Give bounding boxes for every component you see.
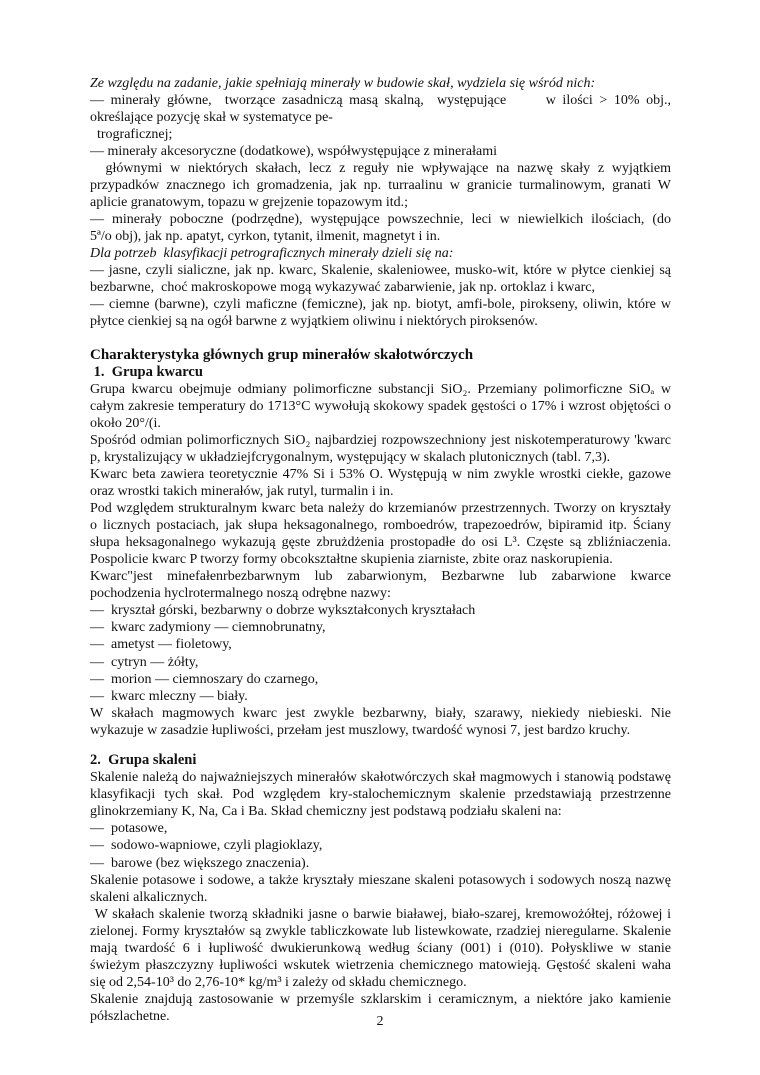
list-item: — ametyst — fioletowy, <box>90 637 232 653</box>
paragraph <box>90 872 671 906</box>
subsection-heading: 1. Grupa kwarcu <box>90 364 203 380</box>
text-line: W skałach skalenie tworzą składniki jasne o barwie białawej, biało-szarej, kremowożółtej, różowej i <box>90 906 671 922</box>
paragraph <box>90 143 671 160</box>
text-line: zielonej. Formy kryształów są zwykle tabliczkowate lub listewkowate, rzadziej nieregularne. Skalenie <box>90 923 671 939</box>
subsection-heading: 2. Grupa skaleni <box>90 752 197 769</box>
text-line: W skałach magmowych kwarc jest zwykle bezbarwny, biały, szarawy, niekiedy niebieski. Nie <box>90 706 671 722</box>
text-line: Spośród odmian polimorficznych SiO₂ najbardziej rozpowszechniony jest niskotemperaturowy 'kwarc <box>90 433 671 448</box>
text-line: głównymi w niektórych skałach, lecz z reguły nie wpływające na nazwę skały z wyjątkiem <box>90 161 671 176</box>
document-body <box>90 75 671 1025</box>
text-line: całym zakresie temperatury do 1713°C wywołują skokowy spadek gęstości o 17% i wzrost objętości o <box>90 399 671 414</box>
text-line: Dla potrzeb klasyfikacji petrograficznych minerały dzieli się na: <box>90 246 454 261</box>
text-line: oraz wrostki takich minerałów, jak rutyl, turmalin i in. <box>90 484 394 499</box>
paragraph <box>90 568 671 602</box>
text-line: skaleni alkalicznych. <box>90 889 208 905</box>
text-line: trograficznej; <box>90 127 173 142</box>
text-line: Grupa kwarcu obejmuje odmiany polimorficzne substancji SiO₂. Przemiany polimorficzne SiOₐ w <box>90 382 671 397</box>
bullet-list <box>90 820 671 872</box>
text-line: Kwarc"jest minefałenrbezbarwnym lub zabarwionym, Bezbarwne lub zabarwione kwarce <box>90 569 671 584</box>
list-item: — kryształ górski, bezbarwny o dobrze wykształconych kryształach <box>90 603 476 618</box>
paragraph <box>90 126 671 143</box>
paragraph <box>90 296 671 330</box>
paragraph <box>90 92 671 126</box>
paragraph <box>90 705 671 739</box>
text-line: bezbarwne, choć makroskopowe mogą wykazywać zabarwienie, jak np. ortoklaz i kwarc, <box>90 280 595 295</box>
list-item: — kwarc mleczny — biały. <box>90 689 248 705</box>
text-line: przypadków znacznego ich gromadzenia, jak np. turraalinu w granicie turmalinowym, granati W <box>90 178 671 193</box>
text-line: Skalenie potasowe i sodowe, a także kryształy mieszane skaleni potasowych i sodowych noszą nazwę <box>90 872 671 888</box>
paragraph <box>90 75 671 92</box>
text-line: półszlachetne. <box>90 1008 170 1024</box>
text-line: o licznych postaciach, jak słupa heksagonalnego, romboedrów, trapezoedrów, bipiramid itp. Ściany <box>90 518 671 533</box>
text-line: Ze względu na zadanie, jakie spełniają minerały w budowie skał, wydziela się wśród nich: <box>90 76 596 91</box>
paragraph <box>90 906 671 991</box>
list-item: — barowe (bez większego znaczenia). <box>90 855 310 871</box>
paragraph <box>90 500 671 568</box>
text-line: p, krystalizujący w układziejfcrygonalnym, występujący w skalach plutonicznych (tabl. 7,3). <box>90 450 611 465</box>
list-item: — morion — ciemnoszary do czarnego, <box>90 671 319 687</box>
page-number: 2 <box>376 1014 384 1029</box>
text-line: słupa heksagonalnego wykazują gęste zbrużdżenia prostopadłe do osi L³. Częste są zbliźniaczenia. <box>90 535 671 550</box>
text-line: Kwarc beta zawiera teoretycznie 47% Si i 53% O. Występują w nim zwykle wrostki ciekłe, gazowe <box>90 467 671 482</box>
paragraph <box>90 466 671 500</box>
text-line: Skalenie znajdują zastosowanie w przemyśle szklarskim i ceramicznym, a niektóre jako kamienie <box>90 991 671 1007</box>
text-line: Skalenie należą do najważniejszych minerałów skałotwórczych skał magmowych i stanowią podstawę <box>90 770 671 786</box>
text-line: Pod względem strukturalnym kwarc beta należy do krzemianów przestrzennych. Tworzy on kryształy <box>90 501 671 516</box>
paragraph <box>90 211 671 245</box>
text-line: świeżym płaszczyzny łupliwości wskutek wietrzenia chemicznego matowieją. Gęstość skaleni waha <box>90 957 671 973</box>
text-line: klasyfikacji tych skał. Pod względem kry-stalochemicznym skalenie przedstawiają przestrzenne <box>90 787 671 803</box>
list-item: — potasowe, <box>90 821 168 837</box>
text-line: 5ª/o obj), jak np. apatyt, cyrkon, tytanit, ilmenit, magnetyt i in. <box>90 229 441 244</box>
text-line: Pospolicie kwarc P tworzy formy obcokształtne skupienia ziarniste, zbite oraz naskorupienia. <box>90 552 613 567</box>
text-line: — jasne, czyli sialiczne, jak np. kwarc, Skalenie, skaleniowee, musko-wit, które w płytce cienkiej są <box>90 263 671 278</box>
paragraph <box>90 381 671 432</box>
text-line: — minerały akcesoryczne (dodatkowe), współwystępujące z minerałami <box>90 144 498 159</box>
text-line: się od 2,54-10³ do 2,76-10* kg/m³ i zależy od składu chemicznego. <box>90 974 467 990</box>
text-line: — minerały poboczne (podrzędne), występujące powszechnie, leci w niewielkich ilościach, (do <box>90 212 671 227</box>
bullet-list <box>90 602 671 705</box>
text-line: mają twardość 6 i łupliwość dwukierunkową według ściany (001) i (010). Połyskliwe w stanie <box>90 940 671 956</box>
list-item: — cytryn — żółty, <box>90 654 199 670</box>
list-item: — kwarc zadymiony — ciemnobrunatny, <box>90 620 326 636</box>
section-heading: Charakterystyka głównych grup minerałów skałotwórczych <box>90 347 474 363</box>
text-line: około 20°/(i. <box>90 416 161 431</box>
text-line: płytce cienkiej są na ogół barwne z wyjątkiem oliwinu i niektórych piroksenów. <box>90 314 538 329</box>
text-line: aplicie granatowym, topazu w grejzenie topazowym itd.; <box>90 195 409 210</box>
text-line: glinokrzemiany K, Na, Ca i Ba. Skład chemiczny jest podstawą podziału skaleni na: <box>90 804 562 820</box>
text-line: — ciemne (barwne), czyli maficzne (femiczne), jak np. biotyt, amfi-bole, pirokseny, oliwin, które w <box>90 297 671 312</box>
list-item: — sodowo-wapniowe, czyli plagioklazy, <box>90 838 323 854</box>
paragraph <box>90 432 671 466</box>
paragraph <box>90 160 671 211</box>
paragraph <box>90 245 671 262</box>
text-line: — minerały główne, tworzące zasadniczą masą skalną, występujące w ilości > 10% obj., <box>90 93 671 108</box>
text-line: wykazuje w zasadzie łupliwości, przełam jest muszlowy, twardość wynosi 7, jest bardzo kruchy. <box>90 723 631 739</box>
text-line: określające pozycję skał w systematyce pe- <box>90 110 333 125</box>
paragraph <box>90 769 671 820</box>
paragraph <box>90 262 671 296</box>
text-line: pochodzenia hyclrotermalnego noszą odrębne nazwy: <box>90 586 391 601</box>
